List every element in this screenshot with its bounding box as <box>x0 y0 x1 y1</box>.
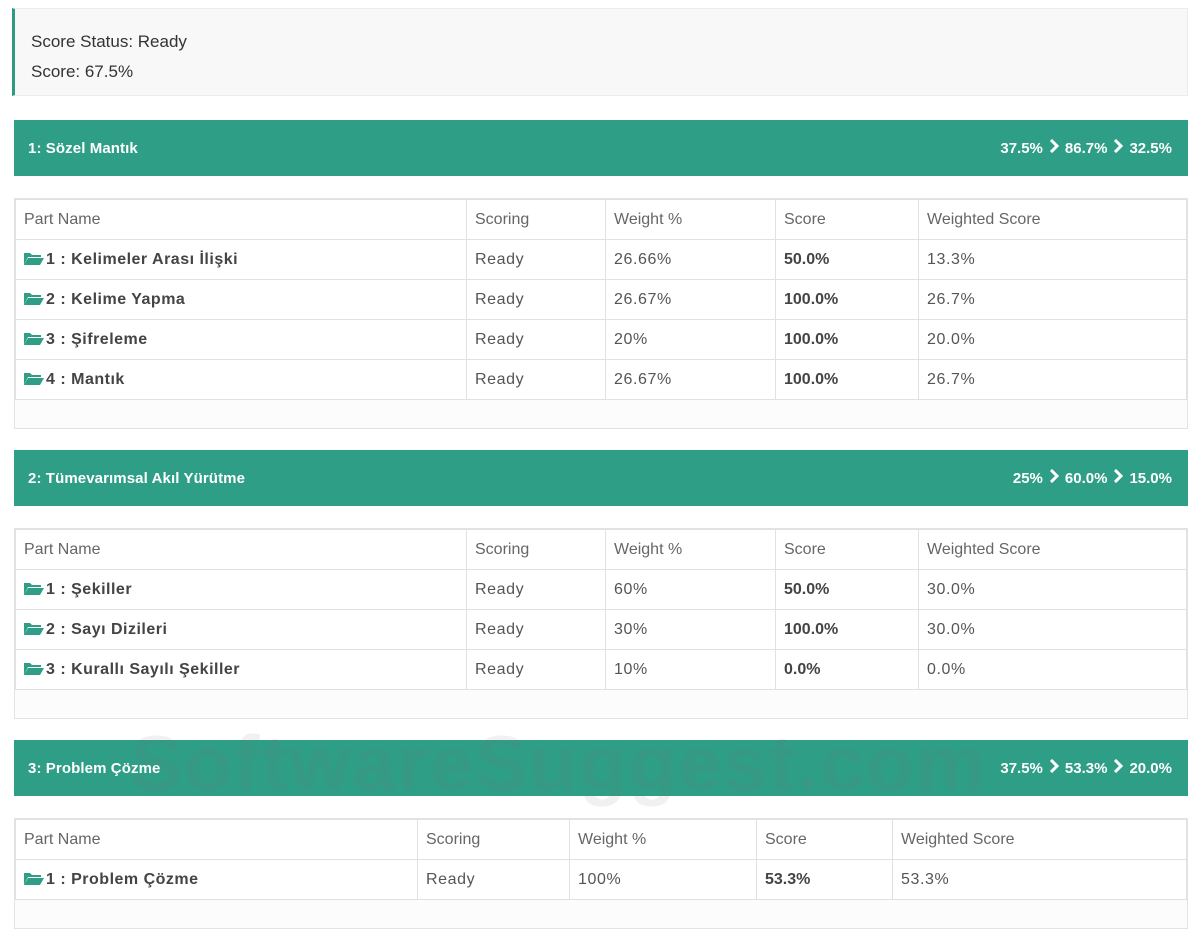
table-row[interactable] <box>16 570 1187 610</box>
weighted-score: 20.0% <box>919 320 1187 360</box>
table-row[interactable] <box>16 610 1187 650</box>
parts-table-wrap <box>14 528 1188 719</box>
chevron-right-icon <box>1049 759 1059 778</box>
parts-table <box>15 529 1187 690</box>
table-row[interactable] <box>16 360 1187 400</box>
weight: 30% <box>606 610 776 650</box>
scoring: Ready <box>467 650 606 690</box>
folder-open-icon <box>24 372 44 385</box>
table-row[interactable] <box>16 860 1187 900</box>
folder-open-icon <box>24 582 44 595</box>
section-header[interactable] <box>14 740 1188 796</box>
table-header-row <box>16 530 1187 570</box>
weight: 10% <box>606 650 776 690</box>
table-row[interactable] <box>16 650 1187 690</box>
folder-open-icon <box>24 252 44 265</box>
part-name: 1 : Şekiller <box>46 580 133 598</box>
chevron-right-icon <box>1113 759 1123 778</box>
weighted-score: 26.7% <box>919 360 1187 400</box>
metric-weight: 37.5% <box>1000 139 1043 157</box>
part-name: 4 : Mantık <box>46 370 125 388</box>
metric-score: 86.7% <box>1064 139 1108 157</box>
score: 50.0% <box>776 240 919 280</box>
chevron-right-icon <box>1113 139 1123 158</box>
col-scoring: Scoring <box>467 530 606 570</box>
weighted-score: 53.3% <box>893 860 1187 900</box>
weighted-score: 13.3% <box>919 240 1187 280</box>
score: 53.3% <box>757 860 893 900</box>
col-part-name: Part Name <box>16 200 467 240</box>
part-name: 2 : Kelime Yapma <box>46 290 186 308</box>
table-header-row <box>16 200 1187 240</box>
col-score: Score <box>757 820 893 860</box>
part-name: 1 : Problem Çözme <box>46 870 199 888</box>
col-part-name: Part Name <box>16 530 467 570</box>
folder-open-icon <box>24 662 44 675</box>
metric-score: 53.3% <box>1064 759 1108 777</box>
table-row[interactable] <box>16 280 1187 320</box>
scoring: Ready <box>467 610 606 650</box>
section-sozel-mantik <box>14 120 1188 429</box>
score: 50.0% <box>776 570 919 610</box>
score-status-text: Score Status: Ready <box>31 32 187 51</box>
weighted-score: 26.7% <box>919 280 1187 320</box>
col-score: Score <box>776 530 919 570</box>
col-weight: Weight % <box>570 820 757 860</box>
section-title: 3: Problem Çözme <box>28 759 161 777</box>
parts-table <box>15 199 1187 400</box>
scoring: Ready <box>418 860 570 900</box>
scoring: Ready <box>467 320 606 360</box>
weight: 26.66% <box>606 240 776 280</box>
col-score: Score <box>776 200 919 240</box>
col-weighted-score: Weighted Score <box>893 820 1187 860</box>
table-row[interactable] <box>16 320 1187 360</box>
col-weighted-score: Weighted Score <box>919 530 1187 570</box>
weight: 60% <box>606 570 776 610</box>
part-name: 2 : Sayı Dizileri <box>46 620 168 638</box>
score: 100.0% <box>776 360 919 400</box>
section-header[interactable] <box>14 450 1188 506</box>
score: 100.0% <box>776 280 919 320</box>
score: 100.0% <box>776 610 919 650</box>
table-header-row <box>16 820 1187 860</box>
score: 0.0% <box>776 650 919 690</box>
metric-weighted: 20.0% <box>1129 759 1172 777</box>
chevron-right-icon <box>1049 139 1059 158</box>
weight: 26.67% <box>606 280 776 320</box>
weighted-score: 0.0% <box>919 650 1187 690</box>
part-name: 1 : Kelimeler Arası İlişki <box>46 250 239 268</box>
col-weight: Weight % <box>606 200 776 240</box>
section-problem-cozme <box>14 740 1188 929</box>
parts-table-wrap <box>14 818 1188 929</box>
folder-open-icon <box>24 622 44 635</box>
folder-open-icon <box>24 292 44 305</box>
part-name: 3 : Kurallı Sayılı Şekiller <box>46 660 241 678</box>
scoring: Ready <box>467 240 606 280</box>
section-title: 1: Sözel Mantık <box>28 139 138 157</box>
col-weighted-score: Weighted Score <box>919 200 1187 240</box>
weighted-score: 30.0% <box>919 570 1187 610</box>
section-metrics <box>1000 759 1172 778</box>
chevron-right-icon <box>1049 469 1059 488</box>
score-status-panel <box>12 8 1188 96</box>
folder-open-icon <box>24 872 44 885</box>
section-metrics <box>1013 469 1172 488</box>
section-header[interactable] <box>14 120 1188 176</box>
metric-weight: 37.5% <box>1000 759 1043 777</box>
chevron-right-icon <box>1113 469 1123 488</box>
scoring: Ready <box>467 360 606 400</box>
score-text: Score: 67.5% <box>31 62 134 81</box>
metric-score: 60.0% <box>1064 469 1108 487</box>
table-row[interactable] <box>16 240 1187 280</box>
section-tumevarimsal <box>14 450 1188 719</box>
metric-weighted: 32.5% <box>1129 139 1172 157</box>
parts-table-wrap <box>14 198 1188 429</box>
weight: 26.67% <box>606 360 776 400</box>
weight: 20% <box>606 320 776 360</box>
parts-table <box>15 819 1187 900</box>
weighted-score: 30.0% <box>919 610 1187 650</box>
scoring: Ready <box>467 570 606 610</box>
metric-weighted: 15.0% <box>1129 469 1172 487</box>
section-title: 2: Tümevarımsal Akıl Yürütme <box>28 469 246 487</box>
score: 100.0% <box>776 320 919 360</box>
section-metrics <box>1000 139 1172 158</box>
weight: 100% <box>570 860 757 900</box>
col-scoring: Scoring <box>418 820 570 860</box>
col-scoring: Scoring <box>467 200 606 240</box>
scoring: Ready <box>467 280 606 320</box>
part-name: 3 : Şifreleme <box>46 330 148 348</box>
col-part-name: Part Name <box>16 820 418 860</box>
folder-open-icon <box>24 332 44 345</box>
col-weight: Weight % <box>606 530 776 570</box>
metric-weight: 25% <box>1012 469 1043 487</box>
